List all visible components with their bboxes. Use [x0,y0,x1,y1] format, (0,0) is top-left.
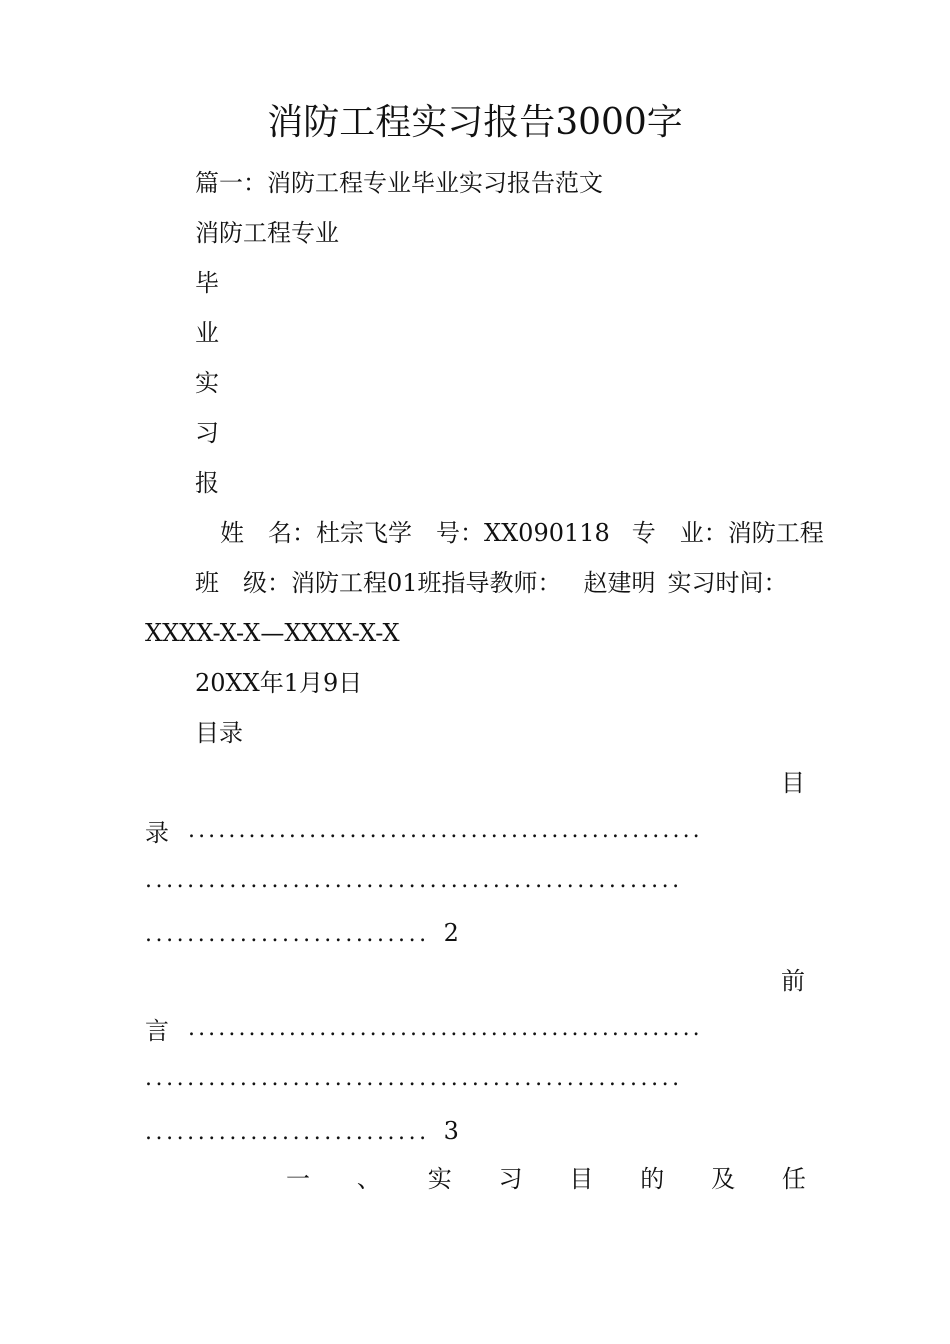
vertical-char: 实 [195,369,219,397]
toc-leader-dots: ................................................... [188,1016,703,1041]
vertical-char: 业 [195,319,219,347]
vertical-char: 报 [195,469,219,497]
period-label: 实习时间： [667,569,788,597]
section-char: 一 [286,1165,310,1193]
section-1-heading [286,1164,806,1194]
toc-entry-page-line [145,918,805,950]
student-name: 杜宗飞 [316,519,388,547]
toc-entry-rest-char: 言 [145,1017,169,1045]
section-char: 、 [356,1165,381,1193]
vertical-char: 习 [195,419,219,447]
document-title: 消防工程实习报告3000字 [267,102,683,143]
toc-entry-rest-char: 录 [145,819,169,847]
section-char: 及 [711,1165,736,1193]
section-char: 任 [781,1165,806,1193]
student-id: XX090118 [484,519,610,547]
toc-leader-dots: ................................................... [188,818,703,843]
advisor: 赵建明 [583,569,656,597]
class-label: 班 级： [195,569,291,597]
section-char: 实 [427,1165,452,1193]
toc-entry-first-char: 目 [781,769,805,797]
class: 消防工程01班 [291,569,442,597]
advisor-label: 指导教师： [441,569,562,597]
toc-entry-page-line [145,1116,805,1148]
section-char: 目 [569,1165,594,1193]
id-label: 学 号： [388,519,484,547]
info-line-2 [195,568,805,598]
toc-leader-dots: ........................... [145,1120,430,1145]
toc-page-number: 2 [443,919,459,947]
internship-period: XXXX-X-X—XXXX-X-X [145,619,400,647]
toc-heading: 目录 [195,719,243,747]
report-date: 20XX年1月9日 [195,669,363,697]
heading-1: 篇一：消防工程专业毕业实习报告范文 [195,169,603,197]
toc-page-number: 3 [443,1117,459,1145]
heading-2: 消防工程专业 [195,219,339,247]
vertical-char: 毕 [195,269,219,297]
section-char: 的 [640,1165,665,1193]
name-label: 姓 名： [220,519,316,547]
toc-leader-dots: ................................................... [145,1066,683,1091]
major-label: 专 业： [631,519,728,547]
info-line-1 [220,518,824,548]
section-char: 习 [498,1165,523,1193]
toc-entry-first-char: 前 [781,967,805,995]
major: 消防工程 [727,519,824,547]
toc-leader-dots: ................................................... [145,868,683,893]
toc-leader-dots: ........................... [145,922,430,947]
